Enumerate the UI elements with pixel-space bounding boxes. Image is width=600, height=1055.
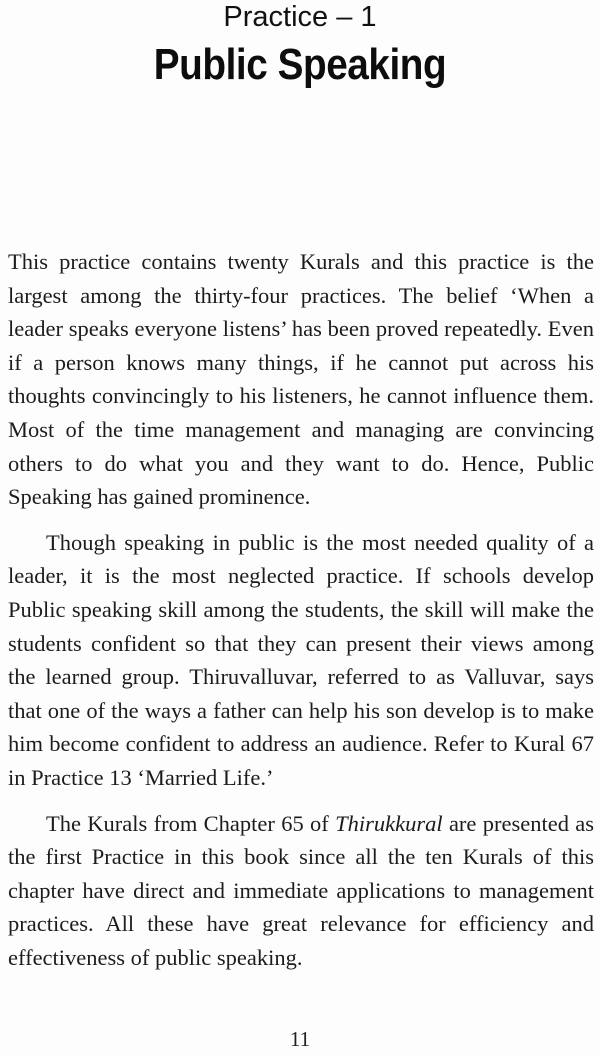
paragraph-2: Though speaking in public is the most needed quality of a leader, it is the most neglected practice. If schools develop Public speaking skill among the students, the skill will make the students confident so that they can present their views among the learned group. Thiruvalluvar, referred to as Valluvar, says that one of the ways a father can help his son develop is to make him become confident to address an audience. Refer to Kural 67 in Practice 13 ‘Married Life.’ [8,529,594,790]
paragraph-3-lead: The Kurals from Chapter 65 of [46,810,336,836]
practice-number: Practice – 1 [223,1,377,33]
paragraph-3-rest: are presented as the first Practice in this book since all the ten Kurals of this chapter have direct and immediate applications to management practices. All these have great relevance for efficiency and effectiveness of public speaking. [8,810,595,970]
paragraph-3 [8,807,594,975]
chapter-title: Public Speaking [153,40,447,89]
body-text [8,245,594,974]
page-number: 11 [289,1027,311,1051]
paragraph-1: This practice contains twenty Kurals and this practice is the largest among the thirty-four practices. The belief ‘When a leader speaks everyone listens’ has been proved repeatedly. Even if a person knows many things, if he cannot put across his thoughts convincingly to his listeners, he cannot influence them. Most of the time management and managing are convincing others to do what you and they want to do. Hence, Public Speaking has gained prominence. [8,249,594,510]
book-title-italic: Thirukkural [335,810,443,836]
